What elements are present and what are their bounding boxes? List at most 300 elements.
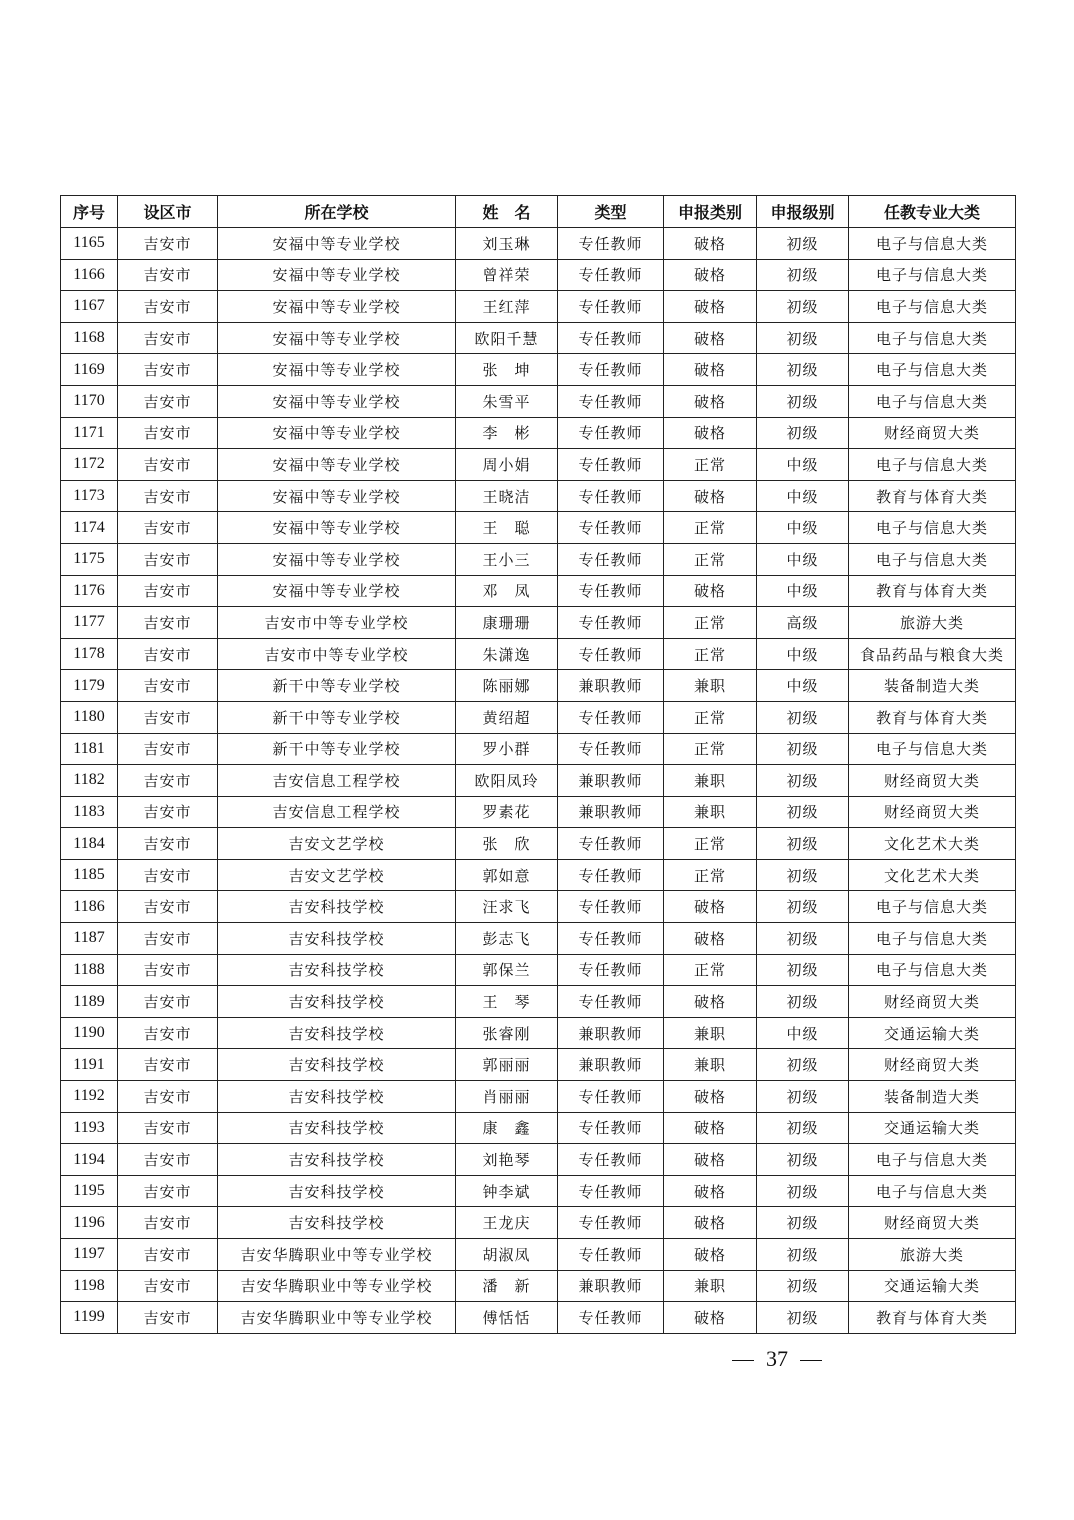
- cell-application-category: 兼职: [664, 1017, 757, 1049]
- cell-type: 专任教师: [558, 828, 664, 860]
- cell-type: 兼职教师: [558, 765, 664, 797]
- cell-school: 吉安科技学校: [218, 1081, 456, 1113]
- cell-subject-category: 电子与信息大类: [849, 891, 1016, 923]
- cell-subject-category: 教育与体育大类: [849, 480, 1016, 512]
- cell-application-level: 初级: [757, 701, 849, 733]
- cell-subject-category: 电子与信息大类: [849, 449, 1016, 481]
- cell-index: 1175: [61, 543, 118, 575]
- cell-type: 专任教师: [558, 575, 664, 607]
- dash-left: [732, 1360, 754, 1361]
- cell-city: 吉安市: [118, 1112, 218, 1144]
- cell-subject-category: 装备制造大类: [849, 1081, 1016, 1113]
- cell-school: 新干中等专业学校: [218, 701, 456, 733]
- table-row: [61, 1207, 1016, 1239]
- cell-type: 专任教师: [558, 228, 664, 260]
- cell-type: 专任教师: [558, 322, 664, 354]
- cell-name: 张 坤: [456, 354, 558, 386]
- cell-city: 吉安市: [118, 891, 218, 923]
- cell-application-category: 破格: [664, 986, 757, 1018]
- cell-application-level: 中级: [757, 1017, 849, 1049]
- cell-type: 专任教师: [558, 543, 664, 575]
- cell-city: 吉安市: [118, 923, 218, 955]
- cell-application-category: 破格: [664, 1239, 757, 1271]
- table-row: [61, 1175, 1016, 1207]
- cell-application-level: 初级: [757, 1239, 849, 1271]
- cell-subject-category: 财经商贸大类: [849, 765, 1016, 797]
- header-index: 序号: [61, 196, 118, 228]
- cell-city: 吉安市: [118, 1270, 218, 1302]
- cell-index: 1191: [61, 1049, 118, 1081]
- cell-type: 专任教师: [558, 701, 664, 733]
- cell-subject-category: 文化艺术大类: [849, 859, 1016, 891]
- table-row: [61, 923, 1016, 955]
- cell-name: 黄绍超: [456, 701, 558, 733]
- cell-school: 吉安信息工程学校: [218, 765, 456, 797]
- cell-school: 新干中等专业学校: [218, 733, 456, 765]
- header-type: 类型: [558, 196, 664, 228]
- cell-city: 吉安市: [118, 354, 218, 386]
- cell-type: 专任教师: [558, 638, 664, 670]
- cell-application-level: 中级: [757, 670, 849, 702]
- cell-city: 吉安市: [118, 954, 218, 986]
- cell-subject-category: 财经商贸大类: [849, 796, 1016, 828]
- cell-type: 兼职教师: [558, 796, 664, 828]
- cell-name: 傅恬恬: [456, 1302, 558, 1334]
- cell-index: 1173: [61, 480, 118, 512]
- cell-school: 吉安科技学校: [218, 1175, 456, 1207]
- cell-subject-category: 电子与信息大类: [849, 512, 1016, 544]
- cell-subject-category: 电子与信息大类: [849, 543, 1016, 575]
- cell-subject-category: 电子与信息大类: [849, 954, 1016, 986]
- cell-type: 专任教师: [558, 417, 664, 449]
- cell-school: 安福中等专业学校: [218, 449, 456, 481]
- cell-application-category: 破格: [664, 228, 757, 260]
- table-row: [61, 1049, 1016, 1081]
- cell-name: 郭保兰: [456, 954, 558, 986]
- cell-application-category: 破格: [664, 1112, 757, 1144]
- header-name: 姓 名: [456, 196, 558, 228]
- table-row: [61, 385, 1016, 417]
- cell-type: 专任教师: [558, 259, 664, 291]
- cell-application-level: 初级: [757, 859, 849, 891]
- cell-index: 1169: [61, 354, 118, 386]
- table-row: [61, 512, 1016, 544]
- cell-subject-category: 电子与信息大类: [849, 1144, 1016, 1176]
- cell-application-category: 破格: [664, 417, 757, 449]
- cell-index: 1165: [61, 228, 118, 260]
- cell-application-level: 初级: [757, 1207, 849, 1239]
- cell-index: 1193: [61, 1112, 118, 1144]
- cell-school: 吉安科技学校: [218, 1049, 456, 1081]
- cell-school: 吉安华腾职业中等专业学校: [218, 1270, 456, 1302]
- cell-application-category: 兼职: [664, 1270, 757, 1302]
- cell-index: 1168: [61, 322, 118, 354]
- cell-school: 安福中等专业学校: [218, 354, 456, 386]
- cell-type: 专任教师: [558, 480, 664, 512]
- cell-city: 吉安市: [118, 701, 218, 733]
- cell-school: 吉安华腾职业中等专业学校: [218, 1239, 456, 1271]
- cell-index: 1198: [61, 1270, 118, 1302]
- cell-school: 安福中等专业学校: [218, 322, 456, 354]
- cell-school: 安福中等专业学校: [218, 512, 456, 544]
- cell-school: 吉安科技学校: [218, 1144, 456, 1176]
- cell-type: 专任教师: [558, 733, 664, 765]
- cell-application-level: 初级: [757, 1144, 849, 1176]
- cell-index: 1190: [61, 1017, 118, 1049]
- cell-index: 1187: [61, 923, 118, 955]
- cell-application-level: 初级: [757, 1302, 849, 1334]
- table-header-row: [61, 196, 1016, 228]
- cell-application-category: 破格: [664, 259, 757, 291]
- cell-city: 吉安市: [118, 259, 218, 291]
- cell-index: 1183: [61, 796, 118, 828]
- cell-application-level: 初级: [757, 291, 849, 323]
- cell-type: 专任教师: [558, 354, 664, 386]
- cell-subject-category: 电子与信息大类: [849, 923, 1016, 955]
- cell-name: 朱潇逸: [456, 638, 558, 670]
- cell-city: 吉安市: [118, 796, 218, 828]
- cell-application-level: 初级: [757, 259, 849, 291]
- cell-city: 吉安市: [118, 1081, 218, 1113]
- cell-application-level: 初级: [757, 1270, 849, 1302]
- cell-application-category: 破格: [664, 291, 757, 323]
- header-city: 设区市: [118, 196, 218, 228]
- cell-name: 康珊珊: [456, 607, 558, 639]
- cell-application-category: 破格: [664, 385, 757, 417]
- cell-subject-category: 电子与信息大类: [849, 1175, 1016, 1207]
- cell-name: 王 琴: [456, 986, 558, 1018]
- cell-application-level: 初级: [757, 765, 849, 797]
- cell-application-level: 中级: [757, 575, 849, 607]
- cell-index: 1182: [61, 765, 118, 797]
- cell-name: 罗小群: [456, 733, 558, 765]
- table-row: [61, 891, 1016, 923]
- cell-type: 专任教师: [558, 291, 664, 323]
- cell-application-level: 初级: [757, 733, 849, 765]
- table-body: [61, 228, 1016, 1334]
- cell-application-level: 初级: [757, 796, 849, 828]
- cell-application-level: 初级: [757, 417, 849, 449]
- cell-subject-category: 电子与信息大类: [849, 322, 1016, 354]
- cell-name: 胡淑凤: [456, 1239, 558, 1271]
- cell-name: 钟李斌: [456, 1175, 558, 1207]
- cell-index: 1167: [61, 291, 118, 323]
- cell-index: 1172: [61, 449, 118, 481]
- cell-type: 专任教师: [558, 607, 664, 639]
- cell-name: 刘艳琴: [456, 1144, 558, 1176]
- cell-city: 吉安市: [118, 575, 218, 607]
- cell-application-level: 初级: [757, 322, 849, 354]
- cell-name: 欧阳千慧: [456, 322, 558, 354]
- cell-school: 吉安市中等专业学校: [218, 638, 456, 670]
- cell-subject-category: 电子与信息大类: [849, 385, 1016, 417]
- cell-name: 王 聪: [456, 512, 558, 544]
- cell-name: 李 彬: [456, 417, 558, 449]
- cell-school: 吉安科技学校: [218, 1017, 456, 1049]
- cell-index: 1180: [61, 701, 118, 733]
- cell-index: 1174: [61, 512, 118, 544]
- cell-application-category: 正常: [664, 701, 757, 733]
- cell-application-category: 兼职: [664, 796, 757, 828]
- cell-index: 1171: [61, 417, 118, 449]
- cell-application-level: 初级: [757, 354, 849, 386]
- cell-subject-category: 旅游大类: [849, 1239, 1016, 1271]
- cell-name: 康 鑫: [456, 1112, 558, 1144]
- cell-index: 1199: [61, 1302, 118, 1334]
- cell-index: 1188: [61, 954, 118, 986]
- cell-name: 邓 凤: [456, 575, 558, 607]
- cell-name: 肖丽丽: [456, 1081, 558, 1113]
- cell-school: 吉安科技学校: [218, 923, 456, 955]
- cell-application-level: 初级: [757, 1081, 849, 1113]
- cell-school: 安福中等专业学校: [218, 259, 456, 291]
- cell-index: 1176: [61, 575, 118, 607]
- cell-application-category: 破格: [664, 1081, 757, 1113]
- table-row: [61, 1302, 1016, 1334]
- cell-application-category: 破格: [664, 1302, 757, 1334]
- cell-city: 吉安市: [118, 512, 218, 544]
- cell-name: 曾祥荣: [456, 259, 558, 291]
- cell-city: 吉安市: [118, 1302, 218, 1334]
- cell-type: 专任教师: [558, 449, 664, 481]
- cell-application-category: 破格: [664, 1207, 757, 1239]
- cell-name: 彭志飞: [456, 923, 558, 955]
- cell-application-level: 初级: [757, 1112, 849, 1144]
- table-row: [61, 670, 1016, 702]
- cell-application-category: 破格: [664, 480, 757, 512]
- cell-school: 安福中等专业学校: [218, 417, 456, 449]
- cell-index: 1189: [61, 986, 118, 1018]
- cell-city: 吉安市: [118, 1144, 218, 1176]
- cell-application-category: 破格: [664, 891, 757, 923]
- cell-application-category: 正常: [664, 607, 757, 639]
- header-subject-category: 任教专业大类: [849, 196, 1016, 228]
- table-row: [61, 828, 1016, 860]
- table-row: [61, 638, 1016, 670]
- cell-index: 1186: [61, 891, 118, 923]
- cell-subject-category: 教育与体育大类: [849, 575, 1016, 607]
- cell-name: 张睿刚: [456, 1017, 558, 1049]
- table-row: [61, 322, 1016, 354]
- table-row: [61, 291, 1016, 323]
- cell-subject-category: 教育与体育大类: [849, 1302, 1016, 1334]
- cell-application-category: 兼职: [664, 765, 757, 797]
- page-number-text: 37: [766, 1346, 788, 1371]
- cell-name: 郭丽丽: [456, 1049, 558, 1081]
- cell-type: 专任教师: [558, 923, 664, 955]
- cell-subject-category: 装备制造大类: [849, 670, 1016, 702]
- table-row: [61, 259, 1016, 291]
- cell-city: 吉安市: [118, 1207, 218, 1239]
- table-row: [61, 480, 1016, 512]
- cell-subject-category: 交通运输大类: [849, 1017, 1016, 1049]
- cell-school: 安福中等专业学校: [218, 543, 456, 575]
- cell-subject-category: 财经商贸大类: [849, 986, 1016, 1018]
- cell-index: 1179: [61, 670, 118, 702]
- table-row: [61, 765, 1016, 797]
- page-number: [0, 1346, 1074, 1372]
- header-application-category: 申报类别: [664, 196, 757, 228]
- cell-school: 吉安科技学校: [218, 954, 456, 986]
- cell-application-category: 正常: [664, 638, 757, 670]
- cell-city: 吉安市: [118, 765, 218, 797]
- cell-city: 吉安市: [118, 417, 218, 449]
- cell-application-level: 中级: [757, 480, 849, 512]
- table-row: [61, 1270, 1016, 1302]
- cell-city: 吉安市: [118, 449, 218, 481]
- cell-subject-category: 财经商贸大类: [849, 1049, 1016, 1081]
- cell-application-category: 破格: [664, 575, 757, 607]
- cell-index: 1178: [61, 638, 118, 670]
- table-row: [61, 449, 1016, 481]
- table-row: [61, 986, 1016, 1018]
- cell-city: 吉安市: [118, 543, 218, 575]
- cell-type: 专任教师: [558, 954, 664, 986]
- cell-city: 吉安市: [118, 1239, 218, 1271]
- cell-subject-category: 食品药品与粮食大类: [849, 638, 1016, 670]
- cell-school: 安福中等专业学校: [218, 291, 456, 323]
- cell-name: 欧阳凤玲: [456, 765, 558, 797]
- cell-index: 1166: [61, 259, 118, 291]
- cell-application-level: 中级: [757, 512, 849, 544]
- cell-school: 吉安市中等专业学校: [218, 607, 456, 639]
- cell-school: 吉安科技学校: [218, 1112, 456, 1144]
- cell-application-category: 破格: [664, 923, 757, 955]
- cell-name: 王龙庆: [456, 1207, 558, 1239]
- cell-name: 朱雪平: [456, 385, 558, 417]
- cell-name: 王晓洁: [456, 480, 558, 512]
- cell-city: 吉安市: [118, 1017, 218, 1049]
- cell-school: 新干中等专业学校: [218, 670, 456, 702]
- cell-application-category: 正常: [664, 954, 757, 986]
- cell-name: 潘 新: [456, 1270, 558, 1302]
- cell-application-level: 初级: [757, 385, 849, 417]
- cell-type: 专任教师: [558, 1207, 664, 1239]
- cell-type: 兼职教师: [558, 1270, 664, 1302]
- cell-subject-category: 电子与信息大类: [849, 354, 1016, 386]
- cell-application-category: 破格: [664, 1144, 757, 1176]
- cell-index: 1196: [61, 1207, 118, 1239]
- cell-city: 吉安市: [118, 1049, 218, 1081]
- cell-index: 1170: [61, 385, 118, 417]
- table-row: [61, 575, 1016, 607]
- cell-application-level: 初级: [757, 1049, 849, 1081]
- table-row: [61, 607, 1016, 639]
- cell-application-category: 兼职: [664, 670, 757, 702]
- table-row: [61, 543, 1016, 575]
- cell-type: 兼职教师: [558, 1049, 664, 1081]
- cell-name: 汪求飞: [456, 891, 558, 923]
- cell-application-category: 正常: [664, 512, 757, 544]
- cell-school: 吉安科技学校: [218, 1207, 456, 1239]
- cell-type: 专任教师: [558, 1302, 664, 1334]
- header-application-level: 申报级别: [757, 196, 849, 228]
- cell-school: 安福中等专业学校: [218, 480, 456, 512]
- cell-city: 吉安市: [118, 291, 218, 323]
- teacher-roster-table: [60, 195, 1016, 1334]
- cell-school: 吉安文艺学校: [218, 828, 456, 860]
- table-row: [61, 954, 1016, 986]
- cell-application-category: 正常: [664, 449, 757, 481]
- cell-application-category: 正常: [664, 733, 757, 765]
- cell-city: 吉安市: [118, 859, 218, 891]
- cell-application-category: 破格: [664, 322, 757, 354]
- cell-name: 王小三: [456, 543, 558, 575]
- cell-name: 刘玉琳: [456, 228, 558, 260]
- cell-city: 吉安市: [118, 733, 218, 765]
- cell-subject-category: 交通运输大类: [849, 1112, 1016, 1144]
- cell-type: 兼职教师: [558, 1017, 664, 1049]
- table-row: [61, 228, 1016, 260]
- cell-application-level: 初级: [757, 1175, 849, 1207]
- cell-subject-category: 电子与信息大类: [849, 259, 1016, 291]
- cell-city: 吉安市: [118, 986, 218, 1018]
- cell-type: 专任教师: [558, 1081, 664, 1113]
- table-row: [61, 1017, 1016, 1049]
- cell-school: 吉安科技学校: [218, 986, 456, 1018]
- cell-index: 1185: [61, 859, 118, 891]
- cell-application-level: 初级: [757, 954, 849, 986]
- cell-application-level: 初级: [757, 891, 849, 923]
- cell-subject-category: 财经商贸大类: [849, 1207, 1016, 1239]
- cell-name: 张 欣: [456, 828, 558, 860]
- table-row: [61, 859, 1016, 891]
- cell-subject-category: 电子与信息大类: [849, 733, 1016, 765]
- cell-application-level: 初级: [757, 986, 849, 1018]
- cell-city: 吉安市: [118, 480, 218, 512]
- cell-index: 1192: [61, 1081, 118, 1113]
- cell-school: 吉安科技学校: [218, 891, 456, 923]
- cell-city: 吉安市: [118, 228, 218, 260]
- cell-city: 吉安市: [118, 385, 218, 417]
- cell-school: 安福中等专业学校: [218, 385, 456, 417]
- cell-subject-category: 交通运输大类: [849, 1270, 1016, 1302]
- cell-index: 1177: [61, 607, 118, 639]
- cell-name: 罗素花: [456, 796, 558, 828]
- cell-application-category: 破格: [664, 354, 757, 386]
- cell-application-level: 中级: [757, 449, 849, 481]
- cell-school: 吉安信息工程学校: [218, 796, 456, 828]
- table-row: [61, 733, 1016, 765]
- cell-application-level: 初级: [757, 228, 849, 260]
- cell-index: 1195: [61, 1175, 118, 1207]
- cell-application-category: 正常: [664, 859, 757, 891]
- cell-city: 吉安市: [118, 670, 218, 702]
- cell-type: 专任教师: [558, 986, 664, 1018]
- table-row: [61, 1239, 1016, 1271]
- cell-city: 吉安市: [118, 1175, 218, 1207]
- cell-type: 专任教师: [558, 1175, 664, 1207]
- cell-type: 专任教师: [558, 1239, 664, 1271]
- cell-index: 1194: [61, 1144, 118, 1176]
- cell-city: 吉安市: [118, 322, 218, 354]
- cell-subject-category: 文化艺术大类: [849, 828, 1016, 860]
- table-row: [61, 796, 1016, 828]
- header-school: 所在学校: [218, 196, 456, 228]
- cell-subject-category: 财经商贸大类: [849, 417, 1016, 449]
- cell-type: 专任教师: [558, 1144, 664, 1176]
- cell-application-category: 正常: [664, 543, 757, 575]
- cell-school: 安福中等专业学校: [218, 228, 456, 260]
- cell-city: 吉安市: [118, 828, 218, 860]
- cell-name: 王红萍: [456, 291, 558, 323]
- cell-subject-category: 教育与体育大类: [849, 701, 1016, 733]
- cell-school: 吉安华腾职业中等专业学校: [218, 1302, 456, 1334]
- cell-application-category: 正常: [664, 828, 757, 860]
- cell-city: 吉安市: [118, 607, 218, 639]
- cell-application-level: 中级: [757, 543, 849, 575]
- cell-application-level: 高级: [757, 607, 849, 639]
